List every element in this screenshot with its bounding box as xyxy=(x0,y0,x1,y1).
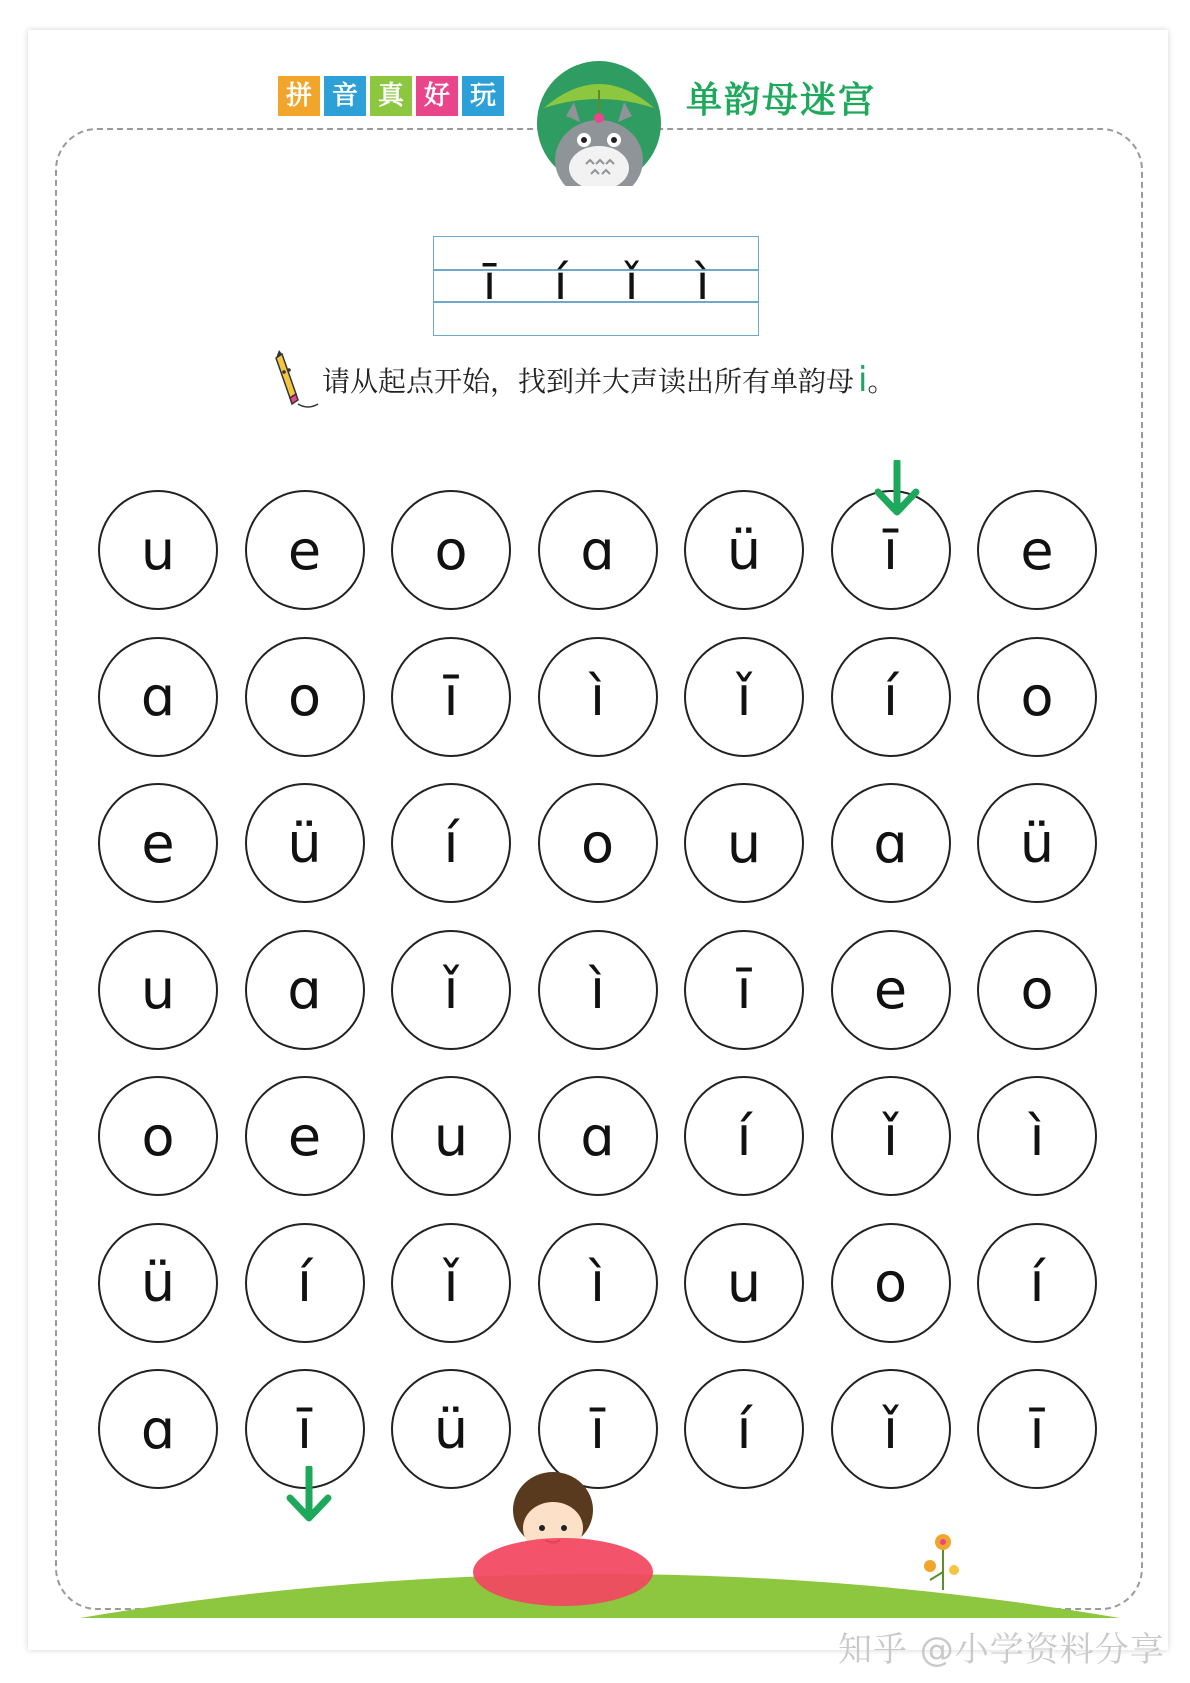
maze-cell[interactable]: í xyxy=(831,637,951,757)
maze-cell[interactable]: ī xyxy=(391,637,511,757)
red-scribble-mark xyxy=(468,1532,658,1612)
tone-writing-box xyxy=(433,236,759,336)
maze-cell[interactable]: u xyxy=(684,783,804,903)
maze-cell[interactable]: o xyxy=(391,490,511,610)
maze-cell[interactable]: ɑ xyxy=(245,930,365,1050)
maze-cell[interactable]: í xyxy=(977,1223,1097,1343)
tone-4: ì xyxy=(695,255,710,311)
maze-cell[interactable]: ɑ xyxy=(831,783,951,903)
brand-char-4: 好 xyxy=(416,76,458,116)
maze-cell[interactable]: ī xyxy=(245,1369,365,1489)
maze-cell[interactable]: ü xyxy=(245,783,365,903)
tone-3: ǐ xyxy=(624,255,639,311)
maze-cell[interactable]: o xyxy=(538,783,658,903)
maze-cell[interactable]: ü xyxy=(98,1223,218,1343)
maze-cell[interactable]: ɑ xyxy=(538,1076,658,1196)
maze-cell[interactable]: o xyxy=(245,637,365,757)
maze-cell[interactable]: u xyxy=(684,1223,804,1343)
maze-cell[interactable]: e xyxy=(245,1076,365,1196)
pencil-icon xyxy=(268,350,324,412)
maze-cell[interactable]: ɑ xyxy=(538,490,658,610)
maze-cell[interactable]: í xyxy=(684,1369,804,1489)
maze-cell[interactable]: ì xyxy=(538,1223,658,1343)
maze-cell[interactable]: ī xyxy=(831,490,951,610)
maze-cell[interactable]: e xyxy=(98,783,218,903)
maze-cell[interactable]: e xyxy=(831,930,951,1050)
instruction-text xyxy=(322,360,895,400)
tone-1: ī xyxy=(482,255,497,311)
maze-cell[interactable]: o xyxy=(98,1076,218,1196)
instruction-suffix: 。 xyxy=(867,365,896,398)
maze-cell[interactable]: ī xyxy=(977,1369,1097,1489)
maze-cell[interactable]: í xyxy=(245,1223,365,1343)
instruction-highlight: i xyxy=(858,360,868,400)
maze-cell[interactable]: ī xyxy=(684,930,804,1050)
tone-2: í xyxy=(553,255,568,311)
totoro-mascot-icon xyxy=(536,60,662,186)
page-subtitle: 单韵母迷宫 xyxy=(686,80,877,121)
maze-cell[interactable]: u xyxy=(98,930,218,1050)
instruction-main: 请从起点开始，找到并大声读出所有单韵母 xyxy=(322,365,855,398)
brand-title xyxy=(278,76,504,116)
maze-cell[interactable]: ì xyxy=(977,1076,1097,1196)
maze-cell[interactable]: ü xyxy=(977,783,1097,903)
maze-cell[interactable]: e xyxy=(977,490,1097,610)
maze-cell[interactable]: o xyxy=(831,1223,951,1343)
flower-icon xyxy=(918,1528,968,1592)
maze-cell[interactable]: ì xyxy=(538,637,658,757)
maze-cell[interactable]: í xyxy=(391,783,511,903)
maze-cell[interactable]: ü xyxy=(684,490,804,610)
end-arrow-icon xyxy=(284,1466,334,1526)
maze-cell[interactable]: ɑ xyxy=(98,637,218,757)
maze-cell[interactable]: o xyxy=(977,930,1097,1050)
brand-char-1: 拼 xyxy=(278,76,320,116)
tone-list xyxy=(434,255,758,311)
maze-cell[interactable]: ü xyxy=(391,1369,511,1489)
maze-cell[interactable]: í xyxy=(684,1076,804,1196)
maze-cell[interactable]: ǐ xyxy=(391,1223,511,1343)
watermark-text: 知乎 @小学资料分享 xyxy=(838,1630,1165,1670)
maze-cell[interactable]: u xyxy=(391,1076,511,1196)
brand-char-5: 玩 xyxy=(462,76,504,116)
maze-cell[interactable]: ì xyxy=(538,930,658,1050)
maze-cell[interactable]: ǐ xyxy=(391,930,511,1050)
maze-cell[interactable]: u xyxy=(98,490,218,610)
start-arrow-icon xyxy=(872,460,922,520)
brand-char-3: 真 xyxy=(370,76,412,116)
maze-cell[interactable]: ī xyxy=(538,1369,658,1489)
maze-cell[interactable]: o xyxy=(977,637,1097,757)
maze-cell[interactable]: ǐ xyxy=(684,637,804,757)
brand-char-2: 音 xyxy=(324,76,366,116)
maze-cell[interactable]: ǐ xyxy=(831,1076,951,1196)
maze-cell[interactable]: ǐ xyxy=(831,1369,951,1489)
maze-cell[interactable]: ɑ xyxy=(98,1369,218,1489)
maze-cell[interactable]: e xyxy=(245,490,365,610)
